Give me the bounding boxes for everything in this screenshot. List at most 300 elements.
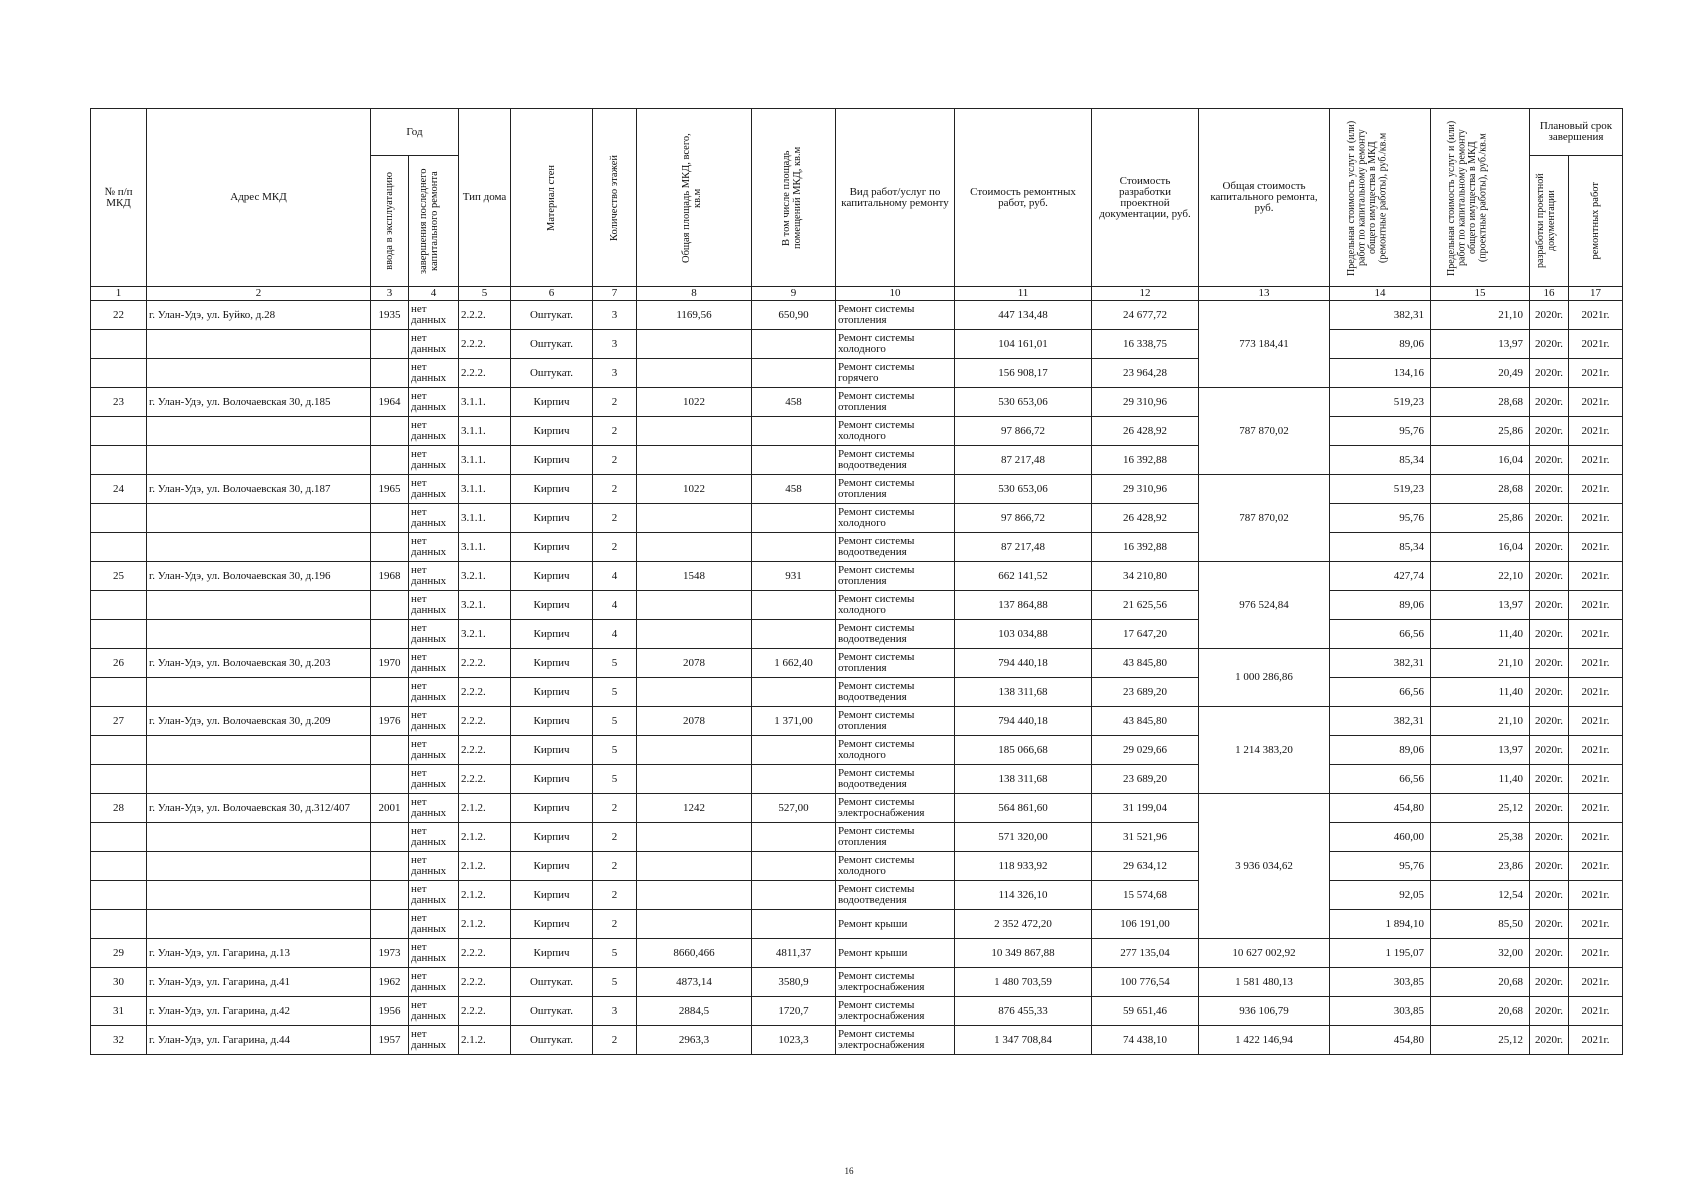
row-plan-repair: 2021г.	[1569, 678, 1623, 707]
row-limit-repair: 1 894,10	[1330, 910, 1431, 939]
row-plan-design: 2020г.	[1530, 301, 1569, 330]
table-row	[91, 968, 1623, 997]
row-num	[91, 910, 147, 939]
row-address: г. Улан-Удэ, ул. Гагарина, д.13	[147, 939, 371, 968]
row-num	[91, 330, 147, 359]
row-plan-design: 2020г.	[1530, 968, 1569, 997]
row-num	[91, 446, 147, 475]
row-limit-design: 12,54	[1431, 881, 1530, 910]
row-premises-area	[752, 446, 836, 475]
row-wall-material: Кирпич	[511, 504, 593, 533]
row-work-type: Ремонт системы электроснабжения	[836, 997, 955, 1026]
row-address	[147, 910, 371, 939]
row-plan-repair: 2021г.	[1569, 736, 1623, 765]
row-total-area: 2963,3	[637, 1026, 752, 1055]
page-number: 16	[844, 1166, 854, 1176]
row-plan-design: 2020г.	[1530, 852, 1569, 881]
row-year-last-repair: нет данных	[409, 417, 459, 446]
row-year-last-repair: нет данных	[409, 939, 459, 968]
row-premises-area: 1720,7	[752, 997, 836, 1026]
row-design-cost: 21 625,56	[1092, 591, 1199, 620]
row-premises-area	[752, 765, 836, 794]
row-limit-design: 22,10	[1431, 562, 1530, 591]
row-wall-material: Кирпич	[511, 446, 593, 475]
row-house-type: 2.2.2.	[459, 359, 511, 388]
row-plan-design: 2020г.	[1530, 1026, 1569, 1055]
header-premises-area-text: В том числе площадь помещений МКД, кв.м	[780, 146, 803, 249]
row-work-type: Ремонт системы отопления	[836, 823, 955, 852]
row-plan-repair: 2021г.	[1569, 330, 1623, 359]
row-design-cost: 277 135,04	[1092, 939, 1199, 968]
row-work-type: Ремонт системы водоотведения	[836, 765, 955, 794]
row-address: г. Улан-Удэ, ул. Буйко, д.28	[147, 301, 371, 330]
row-wall-material: Кирпич	[511, 765, 593, 794]
row-work-type: Ремонт системы электроснабжения	[836, 794, 955, 823]
column-number: 4	[409, 287, 459, 301]
column-number: 11	[955, 287, 1092, 301]
row-plan-design: 2020г.	[1530, 533, 1569, 562]
row-total-area: 1242	[637, 794, 752, 823]
row-total-area	[637, 881, 752, 910]
row-total-area: 4873,14	[637, 968, 752, 997]
row-wall-material: Кирпич	[511, 794, 593, 823]
row-wall-material: Кирпич	[511, 910, 593, 939]
row-year-last-repair: нет данных	[409, 504, 459, 533]
row-premises-area	[752, 330, 836, 359]
row-limit-repair: 303,85	[1330, 997, 1431, 1026]
row-year-commission	[371, 736, 409, 765]
row-house-type: 3.1.1.	[459, 417, 511, 446]
row-wall-material: Кирпич	[511, 707, 593, 736]
row-house-type: 2.1.2.	[459, 852, 511, 881]
row-plan-design: 2020г.	[1530, 359, 1569, 388]
row-total-area	[637, 823, 752, 852]
row-design-cost: 106 191,00	[1092, 910, 1199, 939]
table-row	[91, 678, 1623, 707]
column-number: 15	[1431, 287, 1530, 301]
row-floors: 2	[593, 533, 637, 562]
row-plan-design: 2020г.	[1530, 678, 1569, 707]
row-year-last-repair: нет данных	[409, 910, 459, 939]
table-row	[91, 562, 1623, 591]
row-repair-cost: 185 066,68	[955, 736, 1092, 765]
row-work-type: Ремонт системы отопления	[836, 649, 955, 678]
row-premises-area: 4811,37	[752, 939, 836, 968]
row-plan-repair: 2021г.	[1569, 939, 1623, 968]
row-design-cost: 29 310,96	[1092, 388, 1199, 417]
row-plan-repair: 2021г.	[1569, 881, 1623, 910]
column-number: 10	[836, 287, 955, 301]
row-year-last-repair: нет данных	[409, 736, 459, 765]
row-limit-repair: 519,23	[1330, 475, 1431, 504]
row-work-type: Ремонт системы водоотведения	[836, 678, 955, 707]
header-address: Адрес МКД	[147, 109, 371, 287]
row-plan-design: 2020г.	[1530, 794, 1569, 823]
row-total-cost: 936 106,79	[1199, 997, 1330, 1026]
header-plan-repair	[1569, 156, 1623, 287]
header-plan-design	[1530, 156, 1569, 287]
row-limit-design: 16,04	[1431, 446, 1530, 475]
row-total-area	[637, 533, 752, 562]
row-year-last-repair: нет данных	[409, 475, 459, 504]
header-plan-term: Плановый срок завершения	[1530, 109, 1623, 156]
row-plan-design: 2020г.	[1530, 649, 1569, 678]
header-plan-repair-text: ремонтных работ	[1590, 182, 1601, 260]
row-num	[91, 678, 147, 707]
row-year-commission: 1957	[371, 1026, 409, 1055]
row-total-cost: 787 870,02	[1199, 388, 1330, 475]
table-row	[91, 910, 1623, 939]
row-wall-material: Кирпич	[511, 736, 593, 765]
row-year-commission	[371, 910, 409, 939]
row-house-type: 3.2.1.	[459, 591, 511, 620]
row-plan-repair: 2021г.	[1569, 707, 1623, 736]
row-limit-design: 25,86	[1431, 504, 1530, 533]
row-house-type: 2.1.2.	[459, 910, 511, 939]
row-limit-design: 28,68	[1431, 388, 1530, 417]
row-house-type: 2.2.2.	[459, 707, 511, 736]
header-total-cost: Общая стоимость капитального ремонта, руб.	[1199, 109, 1330, 287]
row-house-type: 2.1.2.	[459, 794, 511, 823]
row-num: 26	[91, 649, 147, 678]
row-limit-repair: 427,74	[1330, 562, 1431, 591]
row-total-cost: 773 184,41	[1199, 301, 1330, 388]
row-year-last-repair: нет данных	[409, 968, 459, 997]
row-floors: 5	[593, 968, 637, 997]
header-num: № п/п МКД	[91, 109, 147, 287]
row-house-type: 3.1.1.	[459, 446, 511, 475]
row-repair-cost: 571 320,00	[955, 823, 1092, 852]
row-num	[91, 881, 147, 910]
row-year-last-repair: нет данных	[409, 852, 459, 881]
row-work-type: Ремонт системы отопления	[836, 301, 955, 330]
row-design-cost: 34 210,80	[1092, 562, 1199, 591]
row-floors: 5	[593, 707, 637, 736]
row-year-last-repair: нет данных	[409, 562, 459, 591]
row-address: г. Улан-Удэ, ул. Волочаевская 30, д.203	[147, 649, 371, 678]
row-limit-design: 20,68	[1431, 968, 1530, 997]
row-num: 31	[91, 997, 147, 1026]
row-total-cost: 1 000 286,86	[1199, 649, 1330, 707]
row-limit-design: 13,97	[1431, 330, 1530, 359]
row-wall-material: Оштукат.	[511, 968, 593, 997]
row-premises-area: 1 371,00	[752, 707, 836, 736]
row-work-type: Ремонт системы отопления	[836, 562, 955, 591]
header-year-commission-text: ввода в эксплуатацию	[384, 172, 395, 270]
table-row	[91, 881, 1623, 910]
row-premises-area: 527,00	[752, 794, 836, 823]
row-year-commission	[371, 678, 409, 707]
row-repair-cost: 876 455,33	[955, 997, 1092, 1026]
row-floors: 5	[593, 765, 637, 794]
row-year-commission: 2001	[371, 794, 409, 823]
row-wall-material: Оштукат.	[511, 301, 593, 330]
table-row	[91, 1026, 1623, 1055]
header-floors-text: Количество этажей	[609, 154, 620, 241]
row-total-area	[637, 359, 752, 388]
row-premises-area	[752, 678, 836, 707]
row-repair-cost: 138 311,68	[955, 765, 1092, 794]
column-number: 3	[371, 287, 409, 301]
row-limit-repair: 95,76	[1330, 852, 1431, 881]
row-address	[147, 330, 371, 359]
row-plan-design: 2020г.	[1530, 504, 1569, 533]
row-plan-repair: 2021г.	[1569, 997, 1623, 1026]
row-wall-material: Кирпич	[511, 591, 593, 620]
row-year-last-repair: нет данных	[409, 301, 459, 330]
row-floors: 5	[593, 939, 637, 968]
row-design-cost: 59 651,46	[1092, 997, 1199, 1026]
table-row	[91, 301, 1623, 330]
row-floors: 2	[593, 504, 637, 533]
row-repair-cost: 97 866,72	[955, 504, 1092, 533]
table-row	[91, 533, 1623, 562]
row-limit-repair: 382,31	[1330, 301, 1431, 330]
row-plan-repair: 2021г.	[1569, 620, 1623, 649]
table-row	[91, 794, 1623, 823]
row-design-cost: 23 964,28	[1092, 359, 1199, 388]
row-design-cost: 31 521,96	[1092, 823, 1199, 852]
row-floors: 3	[593, 997, 637, 1026]
row-repair-cost: 10 349 867,88	[955, 939, 1092, 968]
row-year-commission	[371, 591, 409, 620]
row-work-type: Ремонт системы холодного	[836, 736, 955, 765]
row-design-cost: 26 428,92	[1092, 504, 1199, 533]
row-limit-design: 23,86	[1431, 852, 1530, 881]
row-design-cost: 43 845,80	[1092, 649, 1199, 678]
row-repair-cost: 1 480 703,59	[955, 968, 1092, 997]
row-design-cost: 24 677,72	[1092, 301, 1199, 330]
row-work-type: Ремонт системы водоотведения	[836, 446, 955, 475]
row-limit-repair: 454,80	[1330, 794, 1431, 823]
row-floors: 3	[593, 359, 637, 388]
row-premises-area	[752, 852, 836, 881]
row-work-type: Ремонт системы водоотведения	[836, 533, 955, 562]
row-year-commission	[371, 330, 409, 359]
table-row	[91, 417, 1623, 446]
row-house-type: 3.1.1.	[459, 504, 511, 533]
row-house-type: 2.1.2.	[459, 881, 511, 910]
row-year-last-repair: нет данных	[409, 591, 459, 620]
row-plan-repair: 2021г.	[1569, 649, 1623, 678]
table-row	[91, 446, 1623, 475]
row-plan-design: 2020г.	[1530, 881, 1569, 910]
row-floors: 4	[593, 562, 637, 591]
row-total-cost: 10 627 002,92	[1199, 939, 1330, 968]
row-work-type: Ремонт системы горячего	[836, 359, 955, 388]
row-work-type: Ремонт системы отопления	[836, 388, 955, 417]
row-premises-area	[752, 359, 836, 388]
row-floors: 2	[593, 475, 637, 504]
table-row	[91, 997, 1623, 1026]
row-total-area	[637, 620, 752, 649]
row-num: 27	[91, 707, 147, 736]
row-premises-area	[752, 736, 836, 765]
row-plan-repair: 2021г.	[1569, 446, 1623, 475]
row-repair-cost: 114 326,10	[955, 881, 1092, 910]
row-wall-material: Оштукат.	[511, 1026, 593, 1055]
row-work-type: Ремонт крыши	[836, 910, 955, 939]
row-premises-area	[752, 620, 836, 649]
row-address	[147, 620, 371, 649]
row-floors: 2	[593, 1026, 637, 1055]
row-limit-design: 28,68	[1431, 475, 1530, 504]
row-total-cost: 1 422 146,94	[1199, 1026, 1330, 1055]
row-plan-design: 2020г.	[1530, 997, 1569, 1026]
row-num	[91, 359, 147, 388]
row-repair-cost: 2 352 472,20	[955, 910, 1092, 939]
capital-repair-table	[90, 108, 1623, 1055]
row-design-cost: 15 574,68	[1092, 881, 1199, 910]
row-premises-area	[752, 910, 836, 939]
row-repair-cost: 530 653,06	[955, 475, 1092, 504]
row-limit-repair: 85,34	[1330, 533, 1431, 562]
row-repair-cost: 138 311,68	[955, 678, 1092, 707]
header-year: Год	[371, 109, 459, 156]
row-total-cost: 3 936 034,62	[1199, 794, 1330, 939]
row-limit-repair: 454,80	[1330, 1026, 1431, 1055]
row-limit-repair: 92,05	[1330, 881, 1431, 910]
row-house-type: 2.2.2.	[459, 765, 511, 794]
row-plan-design: 2020г.	[1530, 330, 1569, 359]
column-number: 16	[1530, 287, 1569, 301]
row-premises-area	[752, 504, 836, 533]
row-design-cost: 29 029,66	[1092, 736, 1199, 765]
row-house-type: 2.2.2.	[459, 678, 511, 707]
row-premises-area: 458	[752, 388, 836, 417]
row-year-commission	[371, 446, 409, 475]
row-total-area	[637, 765, 752, 794]
row-repair-cost: 662 141,52	[955, 562, 1092, 591]
row-house-type: 2.2.2.	[459, 939, 511, 968]
row-wall-material: Оштукат.	[511, 359, 593, 388]
row-repair-cost: 564 861,60	[955, 794, 1092, 823]
row-repair-cost: 87 217,48	[955, 533, 1092, 562]
row-premises-area	[752, 533, 836, 562]
header-house-type: Тип дома	[459, 109, 511, 287]
header-limit-design	[1431, 109, 1530, 287]
row-address: г. Улан-Удэ, ул. Гагарина, д.44	[147, 1026, 371, 1055]
row-year-last-repair: нет данных	[409, 649, 459, 678]
row-floors: 5	[593, 736, 637, 765]
row-num: 32	[91, 1026, 147, 1055]
row-limit-design: 20,49	[1431, 359, 1530, 388]
row-repair-cost: 97 866,72	[955, 417, 1092, 446]
row-wall-material: Кирпич	[511, 533, 593, 562]
row-design-cost: 31 199,04	[1092, 794, 1199, 823]
row-year-commission: 1956	[371, 997, 409, 1026]
row-wall-material: Кирпич	[511, 388, 593, 417]
row-num	[91, 533, 147, 562]
column-number-row	[91, 287, 1623, 301]
row-plan-repair: 2021г.	[1569, 562, 1623, 591]
row-work-type: Ремонт системы холодного	[836, 504, 955, 533]
row-year-last-repair: нет данных	[409, 823, 459, 852]
row-total-area: 1022	[637, 475, 752, 504]
row-wall-material: Оштукат.	[511, 330, 593, 359]
row-floors: 2	[593, 881, 637, 910]
row-work-type: Ремонт системы водоотведения	[836, 620, 955, 649]
row-house-type: 2.2.2.	[459, 997, 511, 1026]
row-wall-material: Кирпич	[511, 475, 593, 504]
row-limit-repair: 89,06	[1330, 591, 1431, 620]
row-design-cost: 29 310,96	[1092, 475, 1199, 504]
row-repair-cost: 1 347 708,84	[955, 1026, 1092, 1055]
row-num	[91, 852, 147, 881]
row-address	[147, 446, 371, 475]
row-limit-design: 25,86	[1431, 417, 1530, 446]
header-total-area-text: Общая площадь МКД, всего, кв.м	[681, 132, 703, 263]
header-work-type: Вид работ/услуг по капитальному ремонту	[836, 109, 955, 287]
header-year-commission	[371, 156, 409, 287]
column-number: 17	[1569, 287, 1623, 301]
row-house-type: 2.2.2.	[459, 330, 511, 359]
row-work-type: Ремонт системы холодного	[836, 417, 955, 446]
row-design-cost: 29 634,12	[1092, 852, 1199, 881]
row-plan-design: 2020г.	[1530, 765, 1569, 794]
row-year-commission	[371, 881, 409, 910]
row-wall-material: Кирпич	[511, 678, 593, 707]
row-address: г. Улан-Удэ, ул. Гагарина, д.42	[147, 997, 371, 1026]
row-num: 25	[91, 562, 147, 591]
row-year-last-repair: нет данных	[409, 881, 459, 910]
row-total-area: 2078	[637, 649, 752, 678]
row-plan-design: 2020г.	[1530, 475, 1569, 504]
header-wall-material-text: Материал стен	[546, 164, 557, 231]
row-num: 28	[91, 794, 147, 823]
row-year-commission: 1970	[371, 649, 409, 678]
row-total-area: 2078	[637, 707, 752, 736]
row-premises-area	[752, 881, 836, 910]
row-plan-repair: 2021г.	[1569, 533, 1623, 562]
row-repair-cost: 794 440,18	[955, 707, 1092, 736]
row-year-commission: 1935	[371, 301, 409, 330]
row-num	[91, 736, 147, 765]
row-floors: 2	[593, 446, 637, 475]
table-row	[91, 504, 1623, 533]
row-num: 23	[91, 388, 147, 417]
row-work-type: Ремонт крыши	[836, 939, 955, 968]
row-limit-repair: 382,31	[1330, 649, 1431, 678]
row-floors: 3	[593, 330, 637, 359]
row-total-area	[637, 852, 752, 881]
row-limit-design: 25,38	[1431, 823, 1530, 852]
row-repair-cost: 794 440,18	[955, 649, 1092, 678]
header-premises-area	[752, 109, 836, 287]
row-repair-cost: 156 908,17	[955, 359, 1092, 388]
row-work-type: Ремонт системы водоотведения	[836, 881, 955, 910]
row-floors: 2	[593, 823, 637, 852]
table-row	[91, 736, 1623, 765]
table-row	[91, 823, 1623, 852]
row-year-last-repair: нет данных	[409, 765, 459, 794]
header-wall-material	[511, 109, 593, 287]
row-limit-repair: 134,16	[1330, 359, 1431, 388]
row-premises-area: 458	[752, 475, 836, 504]
row-year-commission	[371, 765, 409, 794]
row-total-area	[637, 446, 752, 475]
row-year-commission	[371, 533, 409, 562]
row-design-cost: 23 689,20	[1092, 678, 1199, 707]
row-total-area: 1022	[637, 388, 752, 417]
row-floors: 2	[593, 388, 637, 417]
row-wall-material: Кирпич	[511, 620, 593, 649]
header-limit-design-text: Предельная стоимость услуг и (или) работ по капитальному ремонту общего имущества в МКД (проектные работы), руб./кв.м	[1446, 119, 1489, 276]
row-limit-repair: 382,31	[1330, 707, 1431, 736]
row-house-type: 2.2.2.	[459, 736, 511, 765]
row-work-type: Ремонт системы электроснабжения	[836, 1026, 955, 1055]
row-total-area	[637, 504, 752, 533]
